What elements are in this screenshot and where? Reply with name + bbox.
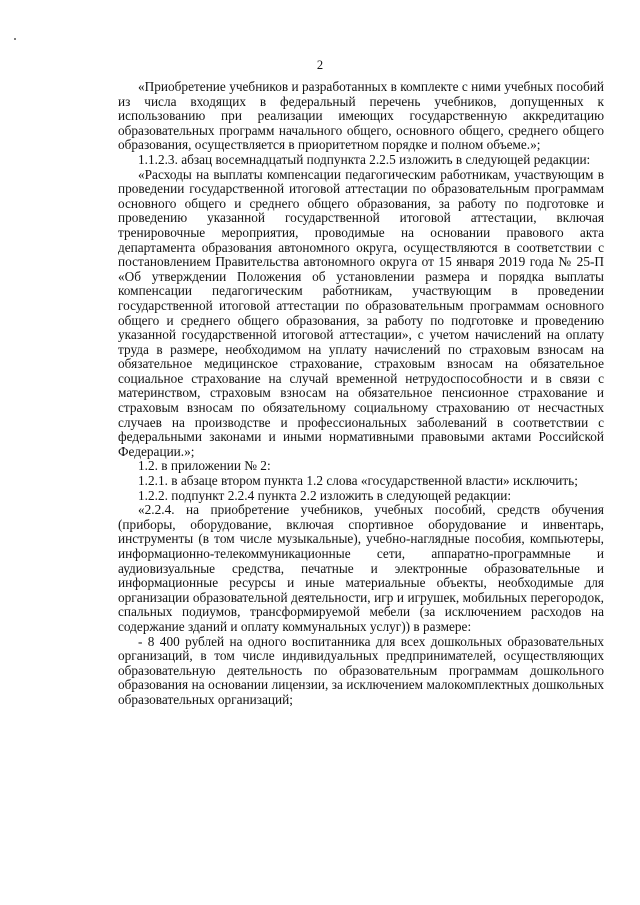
paragraph-quote-compensation: «Расходы на выплаты компенсации педагогическим работникам, участвующим в проведении государственной итоговой аттестации по образовательным программам основного общего и среднего общего образования, за работу по подготовке и проведению указанной государственной итоговой аттестации, включая тренировочные мероприятия, проводимые на основании правового акта департамента образования автономного округа, осуществляются в соответствии с постановлением Правительства автономного округа от 15 января 2019 года № 25-П «Об утверждении Положения об установлении размера и порядка выплаты компенсации педагогическим работникам, участвующим в проведении государственной итоговой аттестации по образовательным программам основного общего и среднего общего образования, за работу по подготовке и проведению указанной государственной итоговой аттестации», с учетом начислений на оплату труда в размере, необходимом на уплату начислений по страховым взносам на обязательное медицинское страхование, страховым взносам на обязательное социальное страхование на случай временной нетрудоспособности и в связи с материнством, страховым взносам на обязательное пенсионное страхование и страховым взносам по обязательному социальному страхованию от несчастных случаев на производстве и профессиональных заболеваний в соответствии с федеральными законами и иными нормативными правовыми актами Российской Федерации.»;: [118, 166, 604, 459]
paragraph-list-item-8400: - 8 400 рублей на одного воспитанника для всех дошкольных образовательных организаций, в том числе индивидуальных предпринимателей, осуществляющих образовательную деятельность по образовательным программам дошкольного образования на основании лицензии, за исключением малокомплектных дошкольных образовательных организаций;: [118, 633, 604, 707]
paragraph-quote-2-2-4: «2.2.4. на приобретение учебников, учебных пособий, средств обучения (приборы, оборудование, включая спортивное оборудование и инвентарь, инструменты (в том числе музыкальные), учебно-наглядные пособия, компьютеры, информационно-телекоммуникационные сети, аппаратно-программные и аудиовизуальные средства, печатные и электронные образовательные и информационные ресурсы и иные материальные объекты, необходимые для организации образовательной деятельности, игр и игрушек, мобильных перегородок, спальных подиумов, трансформируемой мебели (за исключением расходов на содержание зданий и оплату коммунальных услуг)) в размере:: [118, 502, 604, 634]
scan-speck: [14, 38, 16, 40]
paragraph-item-1-2-1: 1.2.1. в абзаце втором пункта 1.2 слова «государственной власти» исключить;: [138, 473, 578, 489]
document-body: [118, 80, 604, 708]
paragraph-quote-textbooks: «Приобретение учебников и разработанных в комплекте с ними учебных пособий из числа входящих в федеральный перечень учебников, допущенных к использованию при реализации имеющих государственную аккредитацию образовательных программ начального общего, основного общего, среднего общего образования, осуществляется в приоритетном порядке и полном объеме.»;: [118, 79, 604, 153]
paragraph-item-1-2: 1.2. в приложении № 2:: [138, 458, 271, 474]
paragraph-item-1-2-2: 1.2.2. подпункт 2.2.4 пункта 2.2 изложить в следующей редакции:: [138, 487, 512, 503]
page-number: 2: [316, 58, 324, 72]
paragraph-item-1-1-2-3: 1.1.2.3. абзац восемнадцатый подпункта 2.2.5 изложить в следующей редакции:: [138, 151, 591, 167]
